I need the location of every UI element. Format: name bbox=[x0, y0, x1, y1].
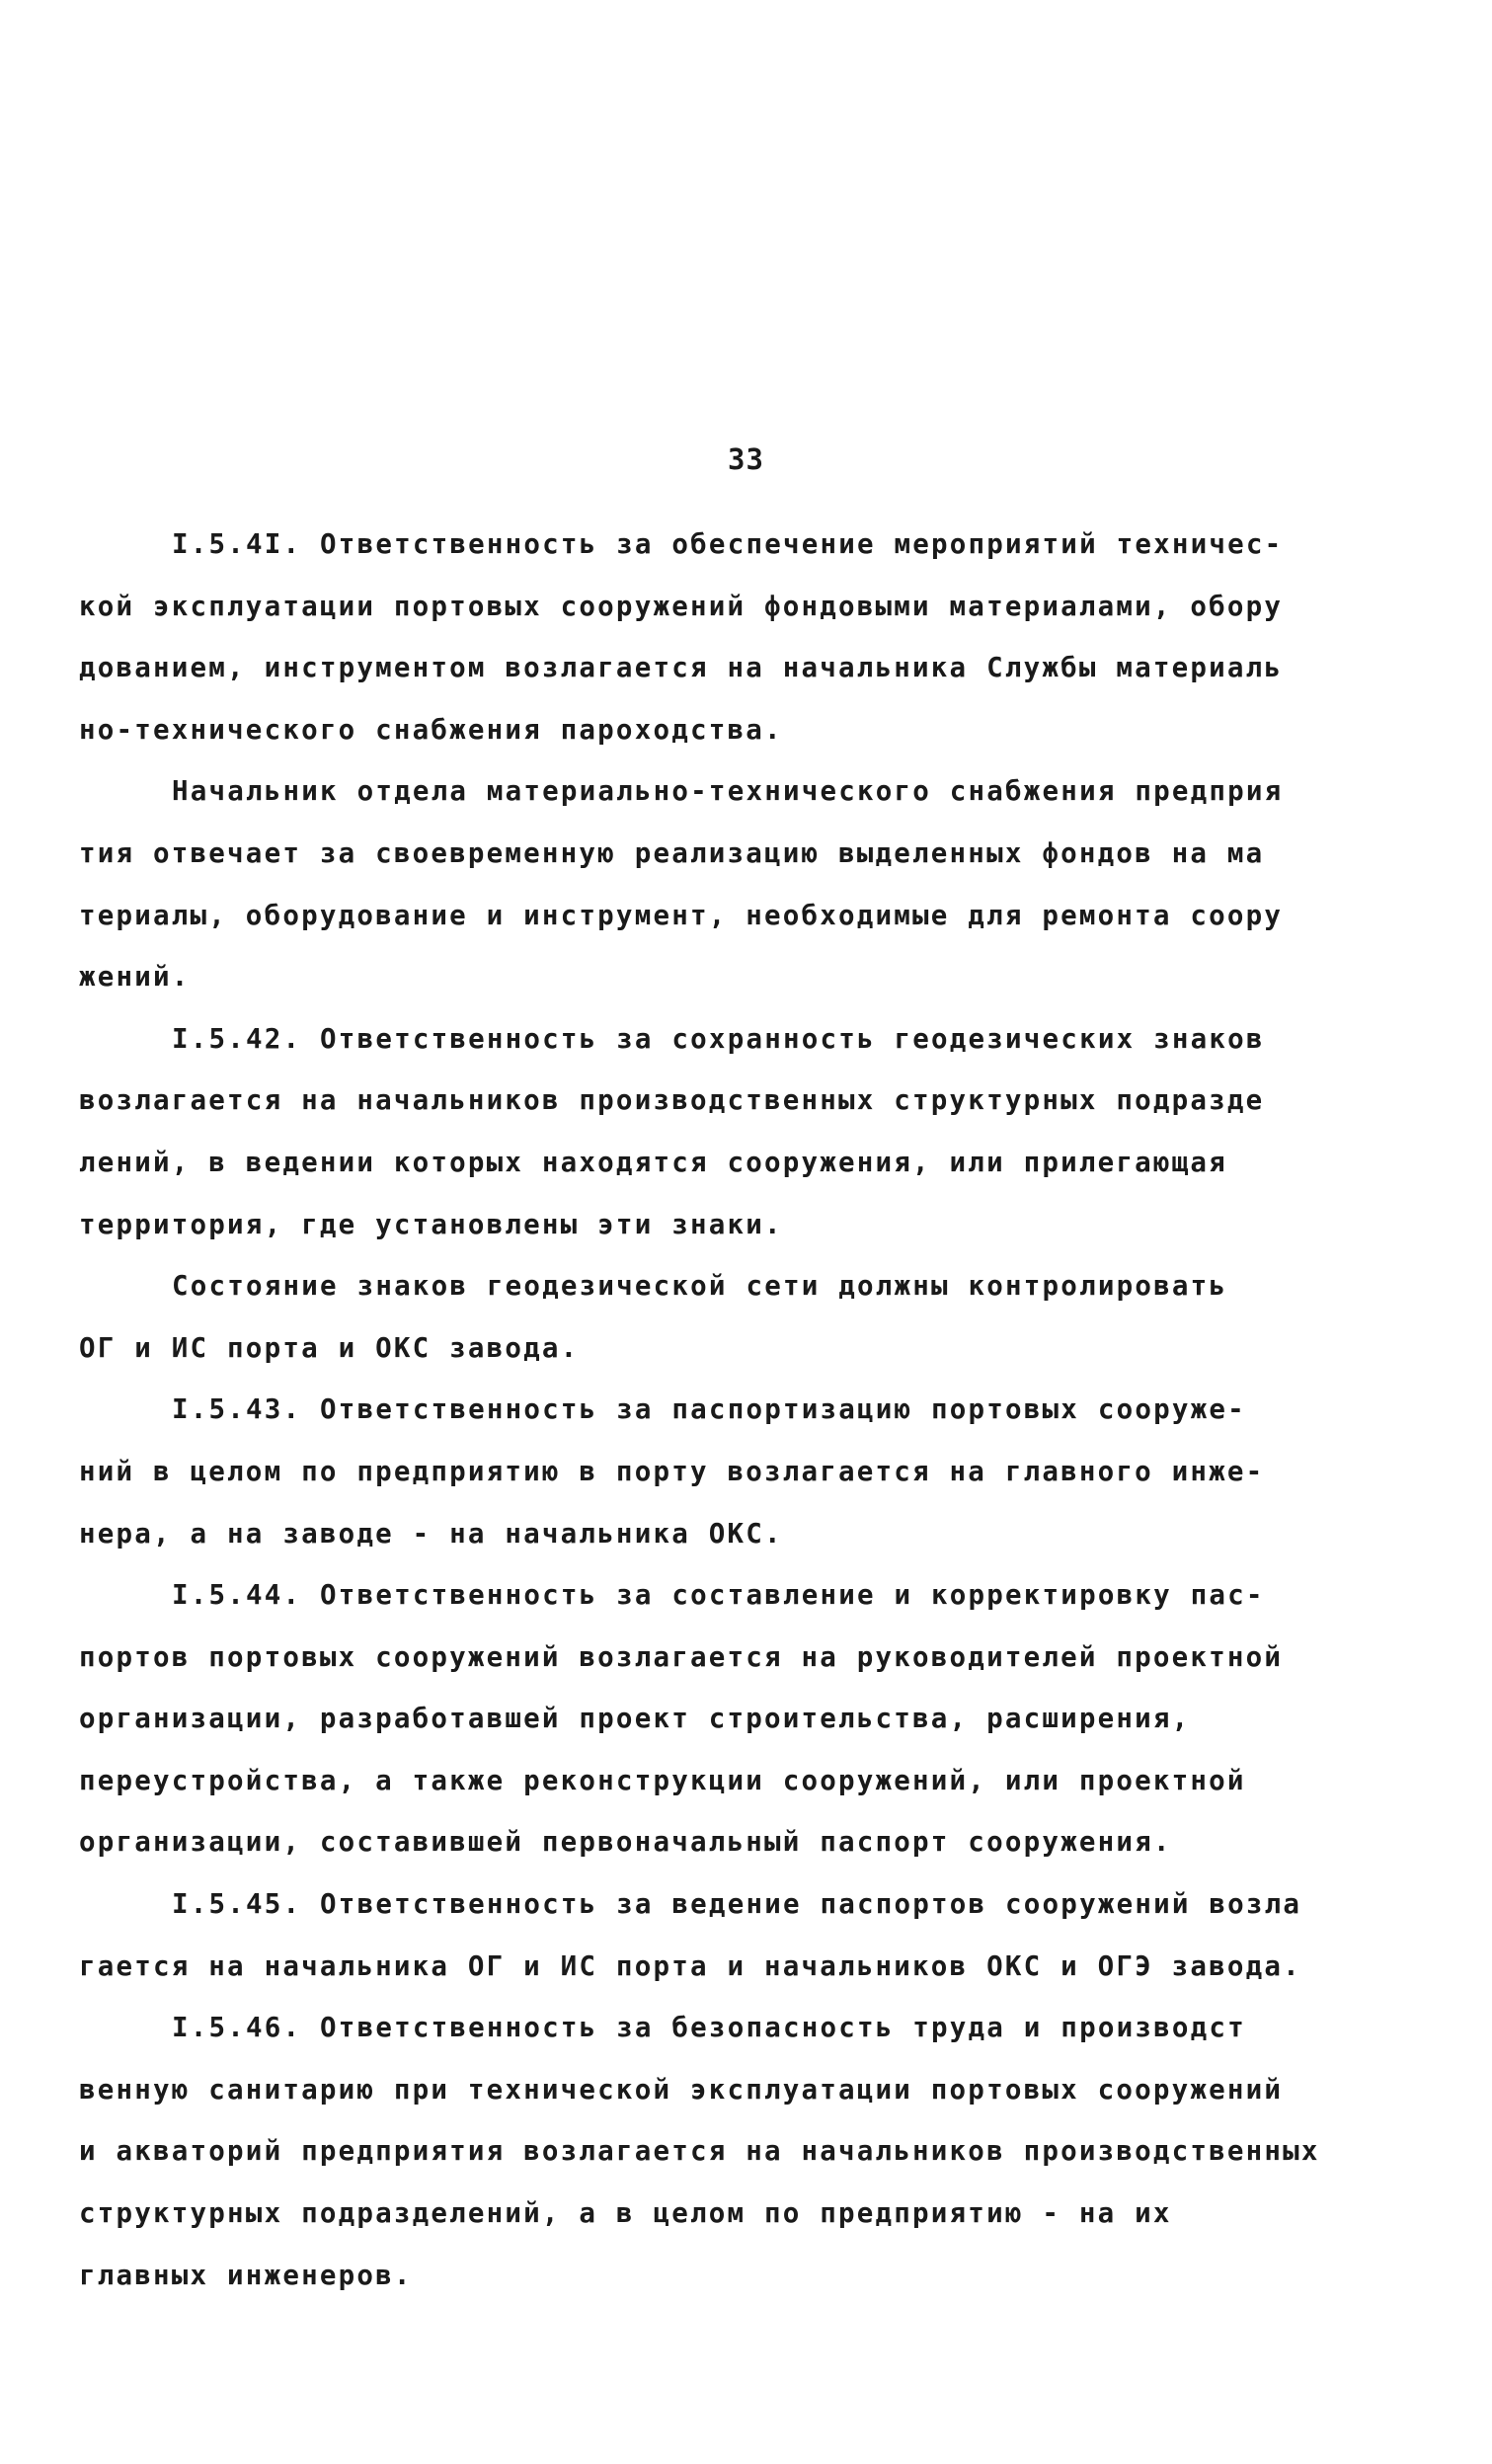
text-line: возлагается на начальников производственных структурных подразде bbox=[79, 1084, 1265, 1117]
text-line: I.5.46. Ответственность за безопасность труда и производст bbox=[172, 2012, 1246, 2044]
text-line: территория, где установлены эти знаки. bbox=[79, 1208, 783, 1240]
text-line: венную санитарию при технической эксплуатации портовых сооружений bbox=[79, 2073, 1284, 2106]
text-line: I.5.44. Ответственность за составление и корректировку пас- bbox=[172, 1579, 1265, 1612]
text-line: I.5.43. Ответственность за паспортизацию портовых сооруже- bbox=[172, 1393, 1246, 1426]
text-line: и акваторий предприятия возлагается на начальников производственных bbox=[79, 2135, 1320, 2168]
text-line: ОГ и ИС порта и ОКС завода. bbox=[79, 1331, 580, 1364]
text-line: жений. bbox=[79, 961, 191, 994]
text-line: организации, разработавшей проект строительства, расширения, bbox=[79, 1703, 1191, 1735]
text-line: Состояние знаков геодезической сети должны контролировать bbox=[172, 1270, 1228, 1303]
text-line: дованием, инструментом возлагается на начальника Службы материаль bbox=[79, 652, 1284, 684]
body-text bbox=[79, 514, 1363, 2306]
text-line: лений, в ведении которых находятся сооружения, или прилегающая bbox=[79, 1146, 1227, 1178]
text-line: нера, а на заводе - на начальника ОКС. bbox=[79, 1517, 783, 1550]
page-number: 33 bbox=[728, 442, 764, 476]
text-line: гается на начальника ОГ и ИС порта и начальников ОКС и ОГЭ завода. bbox=[79, 1949, 1301, 1982]
text-line: главных инженеров. bbox=[79, 2259, 413, 2291]
text-line: тия отвечает за своевременную реализацию выделенных фондов на ма bbox=[79, 836, 1265, 869]
text-line: кой эксплуатации портовых сооружений фондовыми материалами, обору bbox=[79, 590, 1284, 622]
text-line: ний в целом по предприятию в порту возлагается на главного инже- bbox=[79, 1455, 1265, 1487]
text-line: I.5.4I. Ответственность за обеспечение мероприятий техничес- bbox=[172, 528, 1284, 560]
text-line: I.5.42. Ответственность за сохранность геодезических знаков bbox=[172, 1022, 1265, 1055]
text-line: структурных подразделений, а в целом по предприятию - на их bbox=[79, 2197, 1172, 2230]
text-line: организации, составившей первоначальный паспорт сооружения. bbox=[79, 1826, 1172, 1859]
text-line: переустройства, а также реконструкции сооружений, или проектной bbox=[79, 1764, 1246, 1796]
text-line: Начальник отдела материально-технического снабжения предприя bbox=[172, 775, 1284, 808]
text-line: но-технического снабжения пароходства. bbox=[79, 713, 783, 746]
text-line: I.5.45. Ответственность за ведение паспортов сооружений возла bbox=[172, 1888, 1302, 1921]
text-line: териалы, оборудование и инструмент, необходимые для ремонта соору bbox=[79, 899, 1284, 931]
text-line: портов портовых сооружений возлагается на руководителей проектной bbox=[79, 1640, 1284, 1673]
